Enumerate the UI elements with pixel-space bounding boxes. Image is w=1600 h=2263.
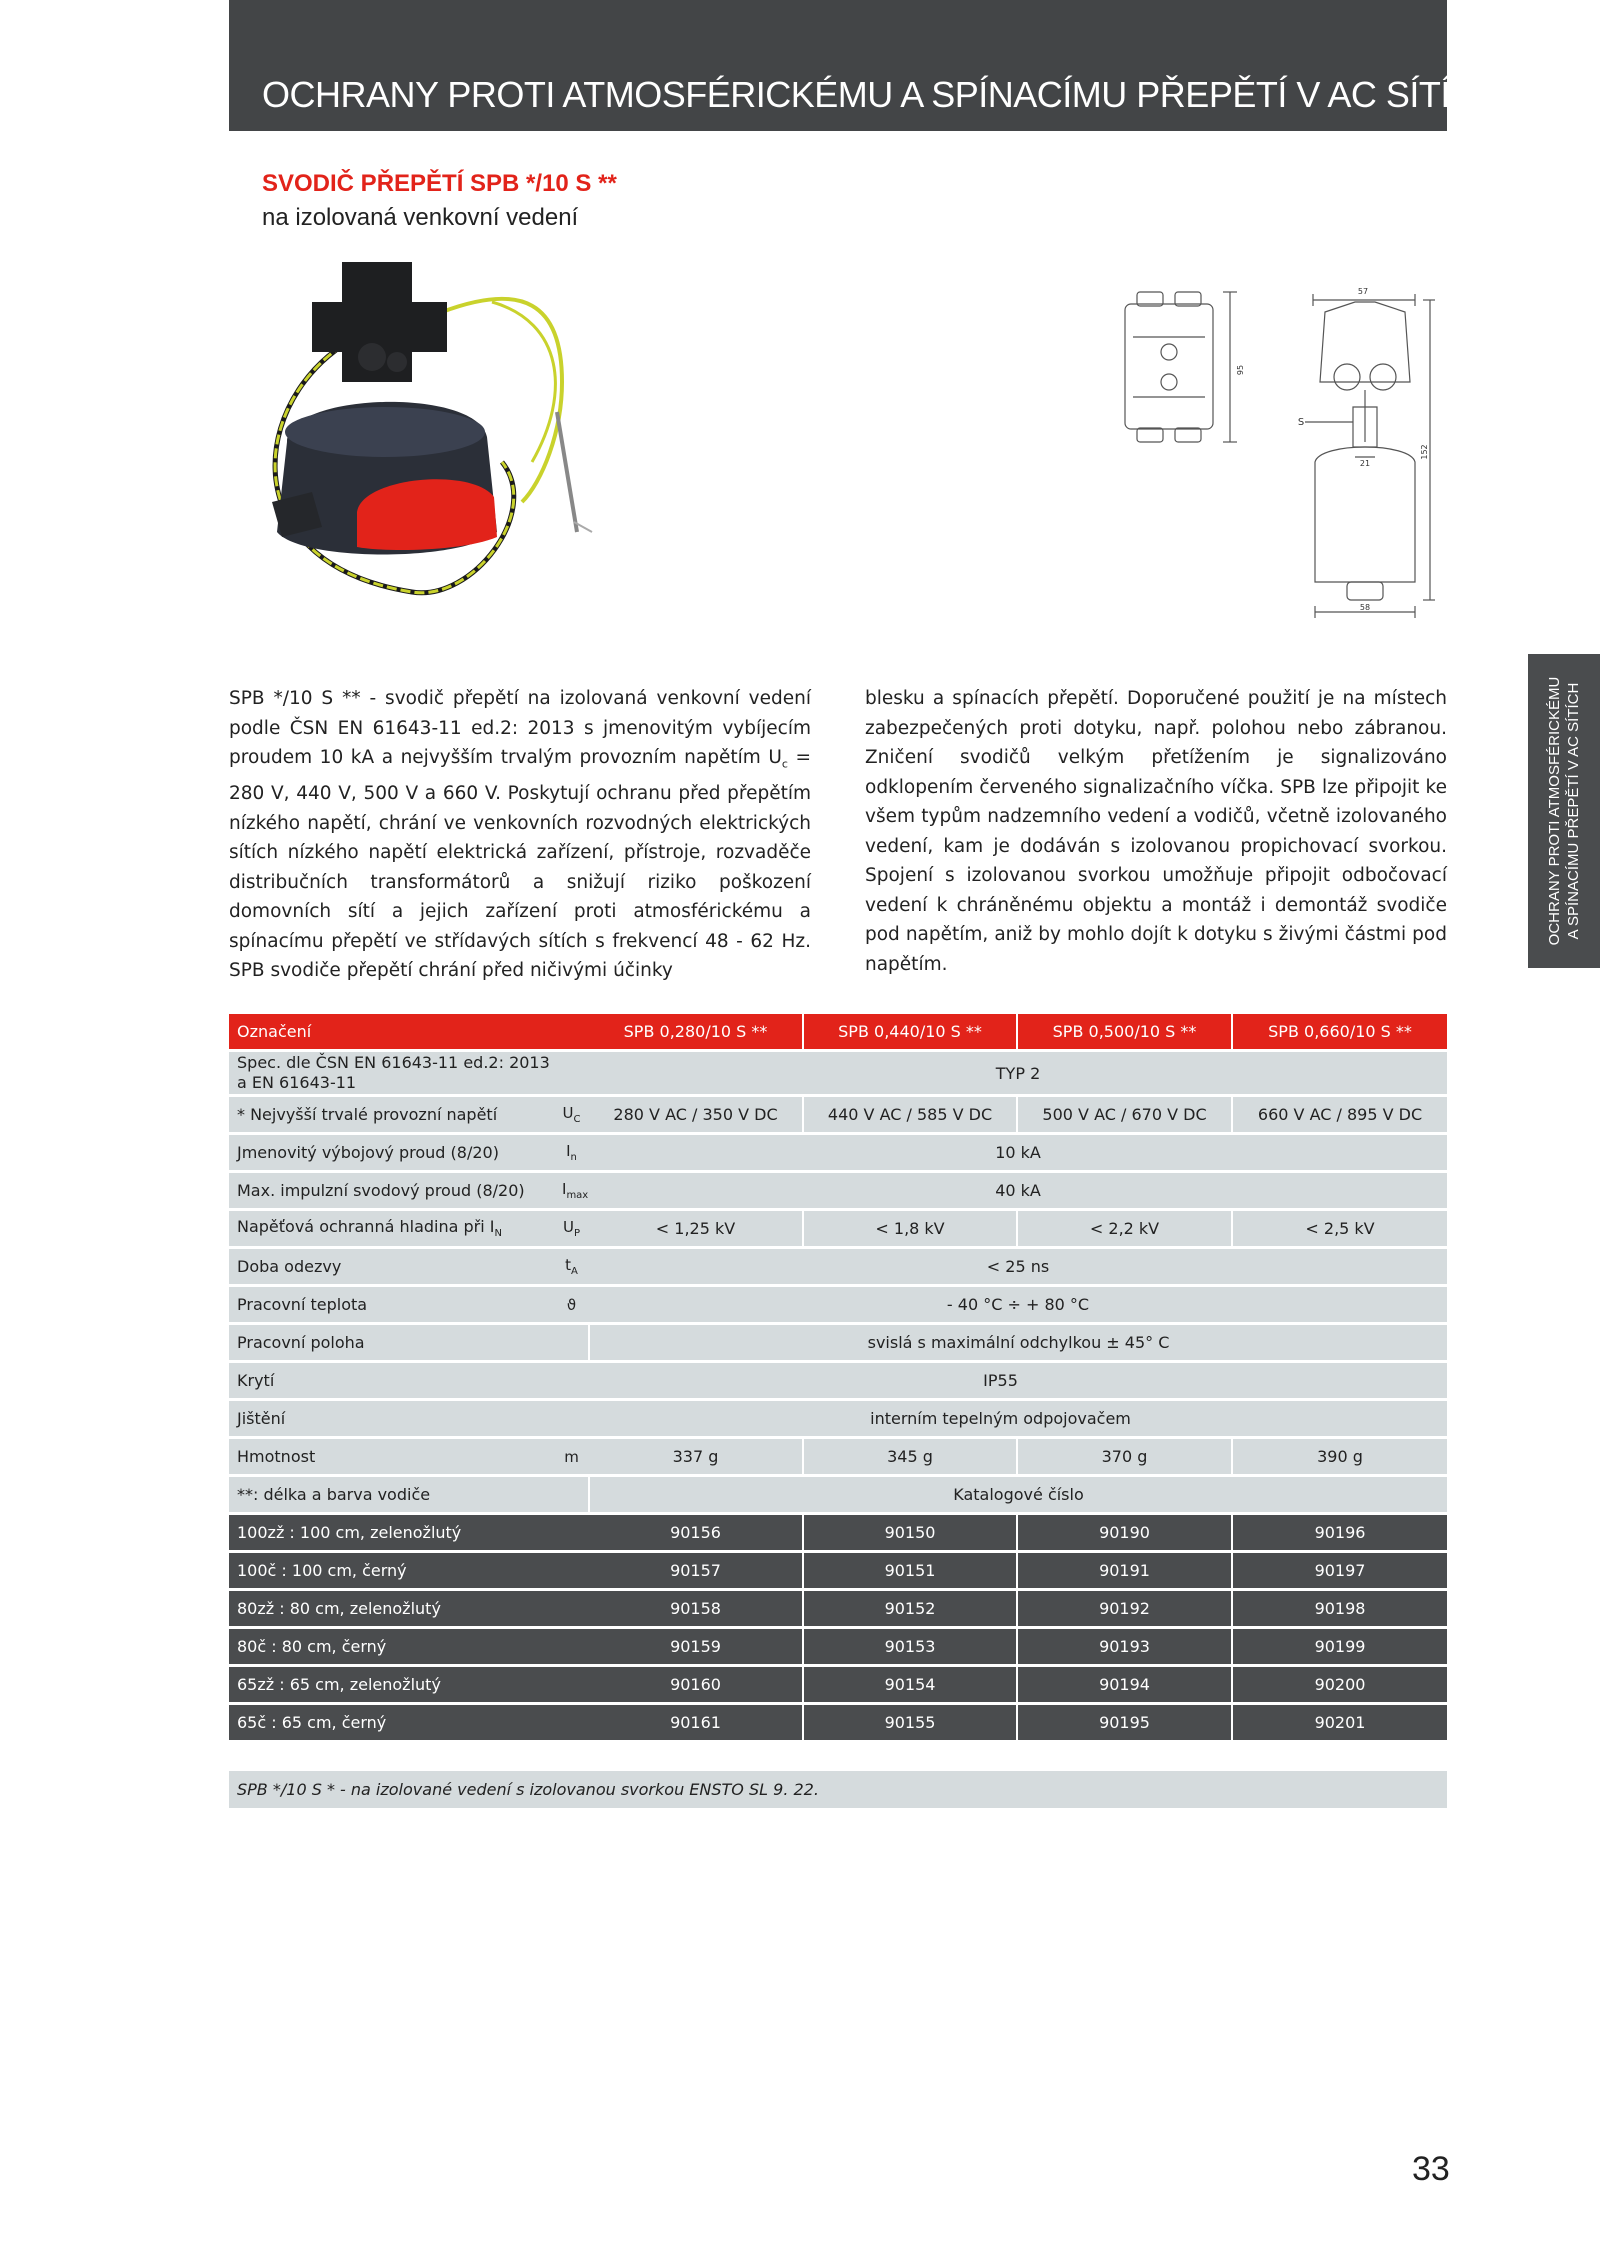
row-value: 90201 bbox=[1232, 1704, 1447, 1741]
row-symbol: ϑ bbox=[554, 1286, 589, 1324]
header-col-1: SPB 0,280/10 S ** bbox=[589, 1014, 803, 1051]
symbol-main: U bbox=[563, 1218, 574, 1236]
description-left-part-2: = 280 V, 440 V, 500 V a 660 V. Poskytují ochranu před přepětím nízkého napětí, chrání ve venkovních rozvodných elektrických sítích nízkého napětí elektrická zařízení, přístroje, rozvaděče distribučních transformátorů a snižují riziko poškození domovních sítí a jejich zařízení proti atmosférickému a spínacímu přepětí ve střídavých sítích s frekvencí 48 - 62 Hz. SPB svodiče přepětí chrání před ničivými účinky bbox=[229, 747, 811, 982]
footnote: SPB */10 S * - na izolované vedení s izolovanou svorkou ENSTO SL 9. 22. bbox=[229, 1771, 1447, 1808]
row-value: - 40 °C ÷ + 80 °C bbox=[589, 1286, 1447, 1324]
symbol-sub: max bbox=[566, 1190, 589, 1201]
row-value: 500 V AC / 670 V DC bbox=[1017, 1096, 1232, 1134]
row-value: < 2,5 kV bbox=[1232, 1210, 1447, 1248]
row-value: < 25 ns bbox=[589, 1248, 1447, 1286]
table-row-catalog bbox=[229, 1514, 1447, 1552]
row-value: 90198 bbox=[1232, 1590, 1447, 1628]
row-symbol bbox=[554, 1210, 589, 1248]
row-value: 90152 bbox=[803, 1590, 1017, 1628]
row-value: Katalogové číslo bbox=[589, 1476, 1447, 1514]
row-value: 90191 bbox=[1017, 1552, 1232, 1590]
row-label: Jmenovitý výbojový proud (8/20) bbox=[229, 1134, 554, 1172]
table-row-mass bbox=[229, 1438, 1447, 1476]
row-value: < 2,2 kV bbox=[1017, 1210, 1232, 1248]
row-label bbox=[229, 1051, 589, 1096]
symbol-main: I bbox=[562, 1180, 567, 1198]
row-value: 90197 bbox=[1232, 1552, 1447, 1590]
dimension-21: 21 bbox=[1359, 459, 1371, 468]
row-value: 90154 bbox=[803, 1666, 1017, 1704]
table-row-in bbox=[229, 1134, 1447, 1172]
side-tab-line-2: A SPÍNACÍMU PŘEPĚTÍ V AC SÍTÍCH bbox=[1565, 682, 1582, 940]
row-value: 90193 bbox=[1017, 1628, 1232, 1666]
row-label: Max. impulzní svodový proud (8/20) bbox=[229, 1172, 554, 1210]
product-photo bbox=[262, 262, 642, 612]
row-label: Krytí bbox=[229, 1362, 554, 1400]
row-value: 440 V AC / 585 V DC bbox=[803, 1096, 1017, 1134]
row-label: Pracovní poloha bbox=[229, 1324, 554, 1362]
row-value: 660 V AC / 895 V DC bbox=[1232, 1096, 1447, 1134]
header-label: Označení bbox=[229, 1014, 589, 1051]
row-label: * Nejvyšší trvalé provozní napětí bbox=[229, 1096, 554, 1134]
table-row-catalog bbox=[229, 1628, 1447, 1666]
row-label-sub: N bbox=[494, 1228, 502, 1240]
spec-table bbox=[229, 1014, 1447, 1740]
row-symbol: m bbox=[554, 1438, 589, 1476]
table-row-catalog bbox=[229, 1552, 1447, 1590]
row-symbol bbox=[554, 1172, 589, 1210]
row-symbol bbox=[554, 1096, 589, 1134]
row-value: TYP 2 bbox=[589, 1051, 1447, 1096]
product-subtitle: na izolovaná venkovní vedení bbox=[262, 204, 579, 231]
row-value: 90158 bbox=[589, 1590, 803, 1628]
header-col-2: SPB 0,440/10 S ** bbox=[803, 1014, 1017, 1051]
row-label: Hmotnost bbox=[229, 1438, 554, 1476]
table-row-catalog bbox=[229, 1704, 1447, 1741]
table-row-catalog bbox=[229, 1666, 1447, 1704]
row-value: 370 g bbox=[1017, 1438, 1232, 1476]
dimension-95: 95 bbox=[1236, 364, 1245, 376]
row-symbol bbox=[554, 1324, 589, 1362]
row-value: 280 V AC / 350 V DC bbox=[589, 1096, 803, 1134]
row-value: 90157 bbox=[589, 1552, 803, 1590]
row-label: Jištění bbox=[229, 1400, 554, 1438]
row-value: 90159 bbox=[589, 1628, 803, 1666]
dimension-s: S bbox=[1297, 417, 1305, 428]
row-label: Doba odezvy bbox=[229, 1248, 554, 1286]
dimension-57: 57 bbox=[1357, 287, 1369, 296]
symbol-sub: C bbox=[573, 1114, 581, 1125]
row-label-line-1: Spec. dle ČSN EN 61643-11 ed.2: 2013 bbox=[237, 1053, 550, 1072]
row-symbol bbox=[554, 1248, 589, 1286]
row-value: 90161 bbox=[589, 1704, 803, 1741]
side-tab-line-1: OCHRANY PROTI ATMOSFÉRICKÉMU bbox=[1546, 676, 1563, 946]
table-row-catalog-header bbox=[229, 1476, 1447, 1514]
row-value: 90155 bbox=[803, 1704, 1017, 1741]
row-label-text: Napěťová ochranná hladina při I bbox=[237, 1217, 495, 1237]
description-left bbox=[229, 684, 811, 986]
row-value: 90200 bbox=[1232, 1666, 1447, 1704]
row-value: 90153 bbox=[803, 1628, 1017, 1666]
row-value: 40 kA bbox=[589, 1172, 1447, 1210]
dimension-58: 58 bbox=[1359, 603, 1371, 612]
row-label: 65zž : 65 cm, zelenožlutý bbox=[229, 1666, 589, 1704]
row-label: 65č : 65 cm, černý bbox=[229, 1704, 589, 1741]
symbol-main: U bbox=[562, 1104, 574, 1122]
row-label: Pracovní teplota bbox=[229, 1286, 554, 1324]
row-value: 90199 bbox=[1232, 1628, 1447, 1666]
row-label: **: délka a barva vodiče bbox=[229, 1476, 554, 1514]
row-value: 90156 bbox=[589, 1514, 803, 1552]
table-row-imax bbox=[229, 1172, 1447, 1210]
row-value: 90151 bbox=[803, 1552, 1017, 1590]
row-label: 100zž : 100 cm, zelenožlutý bbox=[229, 1514, 589, 1552]
row-value: 90195 bbox=[1017, 1704, 1232, 1741]
table-row-ta bbox=[229, 1248, 1447, 1286]
row-value: svislá s maximální odchylkou ± 45° C bbox=[589, 1324, 1447, 1362]
row-label bbox=[229, 1210, 554, 1248]
row-value: 390 g bbox=[1232, 1438, 1447, 1476]
row-value: 90194 bbox=[1017, 1666, 1232, 1704]
page-number: 33 bbox=[1412, 2150, 1450, 2188]
symbol-main: I bbox=[566, 1142, 571, 1160]
table-row-ip bbox=[229, 1362, 1447, 1400]
description-left-part-1: SPB */10 S ** - svodič přepětí na izolovaná venkovní vedení podle ČSN EN 61643-11 ed.2: 2013 s jmenovitým vybíjecím proudem 10 kA a nejvyšším trvalým provozním napětím U bbox=[229, 688, 811, 768]
technical-drawing bbox=[1115, 282, 1435, 622]
row-label-line-2: a EN 61643-11 bbox=[237, 1073, 357, 1092]
dimension-152: 152 bbox=[1420, 444, 1429, 460]
symbol-main: t bbox=[565, 1256, 572, 1274]
description-subscript: c bbox=[781, 757, 788, 771]
row-label: 80zž : 80 cm, zelenožlutý bbox=[229, 1590, 589, 1628]
row-value: 337 g bbox=[589, 1438, 803, 1476]
row-value: 90150 bbox=[803, 1514, 1017, 1552]
table-row-up bbox=[229, 1210, 1447, 1248]
row-value: 345 g bbox=[803, 1438, 1017, 1476]
row-value: < 1,8 kV bbox=[803, 1210, 1017, 1248]
row-value: 90196 bbox=[1232, 1514, 1447, 1552]
row-value: < 1,25 kV bbox=[589, 1210, 803, 1248]
symbol-sub: P bbox=[573, 1228, 581, 1239]
row-value: 10 kA bbox=[589, 1134, 1447, 1172]
symbol-sub: A bbox=[571, 1266, 578, 1277]
product-title: SVODIČ PŘEPĚTÍ SPB */10 S ** bbox=[262, 170, 617, 197]
table-row-spec bbox=[229, 1051, 1447, 1096]
page-title: OCHRANY PROTI ATMOSFÉRICKÉMU A SPÍNACÍMU PŘEPĚTÍ V AC SÍTÍCH bbox=[262, 74, 1501, 115]
row-symbol bbox=[554, 1134, 589, 1172]
side-section-tab bbox=[1528, 654, 1600, 968]
table-row-position bbox=[229, 1324, 1447, 1362]
header-col-3: SPB 0,500/10 S ** bbox=[1017, 1014, 1232, 1051]
table-row-uc bbox=[229, 1096, 1447, 1134]
table-header-row bbox=[229, 1014, 1447, 1051]
row-symbol bbox=[554, 1476, 589, 1514]
row-value: 90192 bbox=[1017, 1590, 1232, 1628]
header-col-4: SPB 0,660/10 S ** bbox=[1232, 1014, 1447, 1051]
symbol-sub: n bbox=[570, 1152, 577, 1163]
table-row-temp bbox=[229, 1286, 1447, 1324]
table-row-catalog bbox=[229, 1590, 1447, 1628]
description-right: blesku a spínacích přepětí. Doporučené použití je na místech zabezpečených proti dotyku, např. polohou nebo zábranou. Zničení svodičů velkým přetížením je signalizováno odklopením červeného signalizačního víčka. SPB lze připojit ke všem typům nadzemního vedení a vodičů, včetně izolovaného vedení, kam je dodáván s izolovanou propichovací svorkou. Spojení s izolovanou svorkou umožňuje připojit odbočovací vedení k chráněnému objektu a montáž i demontáž svodiče pod napětím, aniž by mohlo dojít k dotyku s živými částmi pod napětím. bbox=[865, 688, 1447, 975]
row-value: 90190 bbox=[1017, 1514, 1232, 1552]
row-value: IP55 bbox=[554, 1362, 1447, 1400]
row-value: 90160 bbox=[589, 1666, 803, 1704]
table-row-fuse bbox=[229, 1400, 1447, 1438]
row-label: 100č : 100 cm, černý bbox=[229, 1552, 589, 1590]
row-label: 80č : 80 cm, černý bbox=[229, 1628, 589, 1666]
row-value: interním tepelným odpojovačem bbox=[554, 1400, 1447, 1438]
